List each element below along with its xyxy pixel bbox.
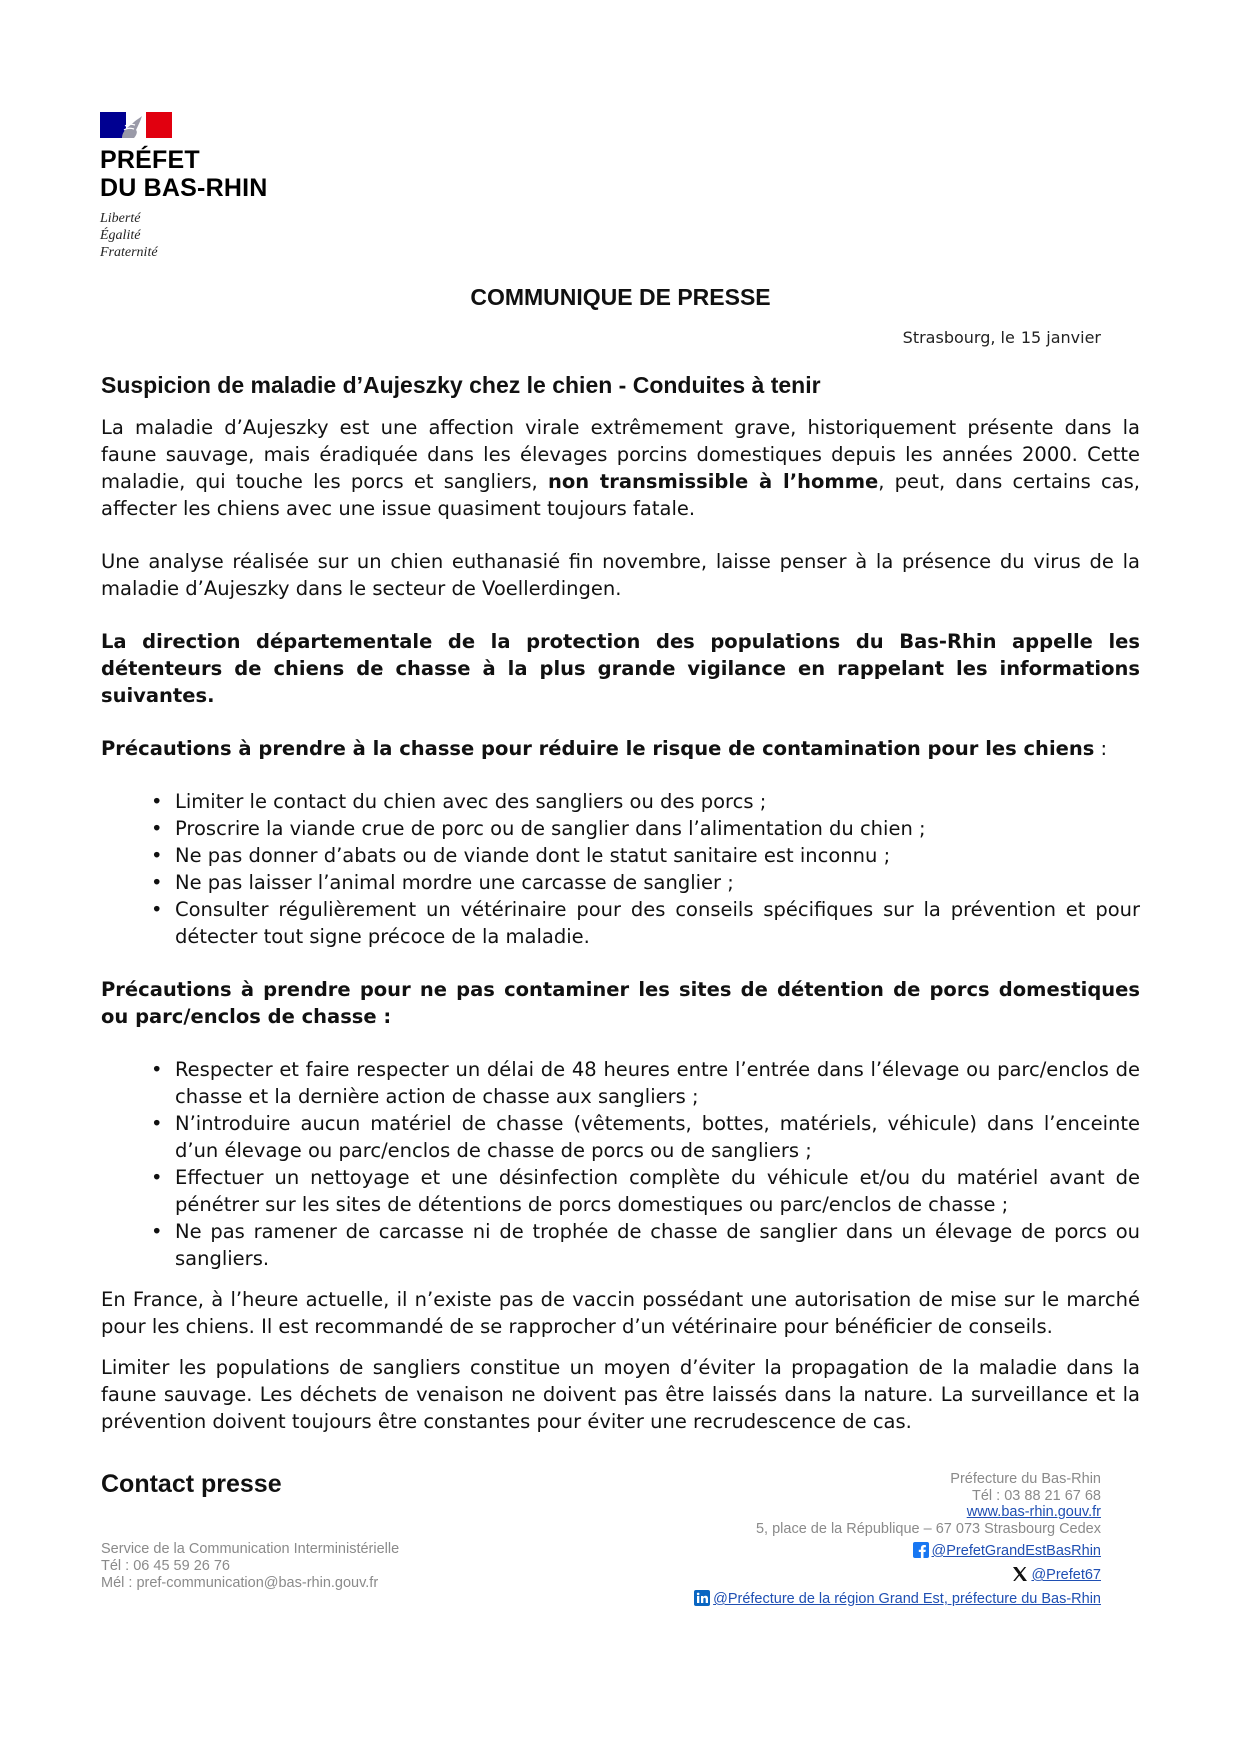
list-item: • Proscrire la viande crue de porc ou de sanglier dans l’alimentation du chien ; <box>175 815 1140 842</box>
facebook-icon <box>913 1542 929 1558</box>
prefecture-name: Préfecture du Bas-Rhin <box>950 1471 1101 1487</box>
section2-title: Précautions à prendre pour ne pas contaminer les sites de détention de porcs domestiques ou parc/enclos de chasse : <box>101 978 1140 1028</box>
paragraph-ddpp-appeal: La direction départementale de la protection des populations du Bas-Rhin appelle les détenteurs de chiens de chasse à la plus grande vigilance en rappelant les informations suivantes. <box>101 630 1140 707</box>
contact-mail: Mél : pref-communication@bas-rhin.gouv.fr <box>101 1575 379 1591</box>
list-item: • Limiter le contact du chien avec des sangliers ou des porcs ; <box>175 788 1140 815</box>
paragraph-wild-boar: Limiter les populations de sangliers constitue un moyen d’éviter la propagation de la maladie dans la faune sauvage. Les déchets de venaison ne doivent pas être laissés dans la nature. La surveillance et la prévention doivent toujours être constantes pour éviter une recrudescence de cas. <box>101 1356 1140 1433</box>
list-item: • N’introduire aucun matériel de chasse (vêtements, bottes, matériels, véhicule) dans l’enceinte d’un élevage ou parc/enclos de chasse de porcs ou de sangliers ; <box>175 1110 1140 1164</box>
section1-list <box>101 788 1140 950</box>
prefet-title <box>100 146 300 202</box>
website-link[interactable]: www.bas-rhin.gouv.fr <box>966 1504 1101 1520</box>
paragraph-analysis: Une analyse réalisée sur un chien euthanasié fin novembre, laisse penser à la présence du virus de la maladie d’Aujeszky dans le secteur de Voellerdingen. <box>101 550 1140 600</box>
list-item: • Ne pas donner d’abats ou de viande dont le statut sanitaire est inconnu ; <box>175 842 1140 869</box>
contact-left <box>101 1541 399 1592</box>
contact-title: Contact presse <box>101 1470 282 1498</box>
list-item: • Ne pas laisser l’animal mordre une carcasse de sanglier ; <box>175 869 1140 896</box>
social-facebook <box>541 1542 1101 1559</box>
prefecture-logo <box>100 112 300 261</box>
section1-heading <box>101 735 1140 762</box>
prefet-title-line2: DU BAS-RHIN <box>100 174 268 202</box>
main-content <box>101 370 1140 1461</box>
x-link[interactable]: @Prefet67 <box>1031 1567 1101 1583</box>
date-line <box>903 328 1101 347</box>
page-heading: COMMUNIQUE DE PRESSE <box>470 284 771 310</box>
subject-title: Suspicion de maladie d’Aujeszky chez le chien - Conduites à tenir <box>101 372 821 398</box>
section1-suffix: : <box>1094 737 1108 760</box>
contact-service: Service de la Communication Interministérielle <box>101 1541 400 1557</box>
contact-right <box>641 1471 1101 1537</box>
social-x <box>541 1566 1101 1583</box>
section1-title: Précautions à prendre à la chasse pour réduire le risque de contamination pour les chiens <box>101 737 1095 760</box>
prefecture-tel: Tél : 03 88 21 67 68 <box>972 1487 1101 1504</box>
list-item: • Effectuer un nettoyage et une désinfection complète du véhicule et/ou du matériel avant de pénétrer sur les sites de détentions de porcs domestiques ou parc/enclos de chasse ; <box>175 1164 1140 1218</box>
motto-liberte: Liberté <box>100 211 141 226</box>
social-linkedin <box>541 1590 1101 1607</box>
facebook-link[interactable]: @PrefetGrandEstBasRhin <box>931 1543 1101 1559</box>
paragraph-vaccine: En France, à l’heure actuelle, il n’existe pas de vaccin possédant une autorisation de mise sur le marché pour les chiens. Il est recommandé de se rapprocher d’un vétérinaire pour bénéficier de conseils. <box>101 1288 1140 1338</box>
list-item: • Consulter régulièrement un vétérinaire pour des conseils spécifiques sur la prévention et pour détecter tout signe précoce de la maladie. <box>175 896 1140 950</box>
intro-text-bold: non transmissible à l’homme <box>547 470 879 493</box>
date-value: 15 janvier <box>1020 328 1101 347</box>
prefecture-address: 5, place de la République – 67 073 Strasbourg Cedex <box>755 1520 1101 1537</box>
linkedin-icon <box>694 1590 710 1606</box>
section2-list <box>101 1056 1140 1272</box>
intro-text-end: , peut, dans certains cas, affecter les chiens avec une issue quasiment toujours fatale. <box>101 470 1140 520</box>
list-item: • Ne pas ramener de carcasse ni de trophée de chasse de sanglier dans un élevage de porcs ou sangliers. <box>175 1218 1140 1272</box>
prefet-title-line1: PRÉFET <box>100 146 200 174</box>
motto-fraternite: Fraternité <box>100 245 158 260</box>
x-icon <box>1012 1566 1028 1582</box>
intro-text-start: La maladie d’Aujeszky est une affection virale extrêmement grave, historiquement présente dans la faune sauvage, mais éradiquée dans les élevages porcins domestiques depuis les années 2000. Cette maladie, qui touche les porcs et sangliers, <box>101 416 1140 493</box>
marianne-flag-icon <box>100 112 172 138</box>
contact-tel: Tél : 06 45 59 26 76 <box>101 1558 230 1574</box>
republic-motto <box>100 210 300 261</box>
list-item: • Respecter et faire respecter un délai de 48 heures entre l’entrée dans l’élevage ou parc/enclos de chasse et la dernière action de chasse aux sangliers ; <box>175 1056 1140 1110</box>
linkedin-link[interactable]: @Préfecture de la région Grand Est, préfecture du Bas-Rhin <box>713 1591 1101 1607</box>
motto-egalite: Égalité <box>100 228 141 243</box>
paragraph-intro <box>101 414 1140 522</box>
date-city: Strasbourg, le <box>902 328 1015 347</box>
